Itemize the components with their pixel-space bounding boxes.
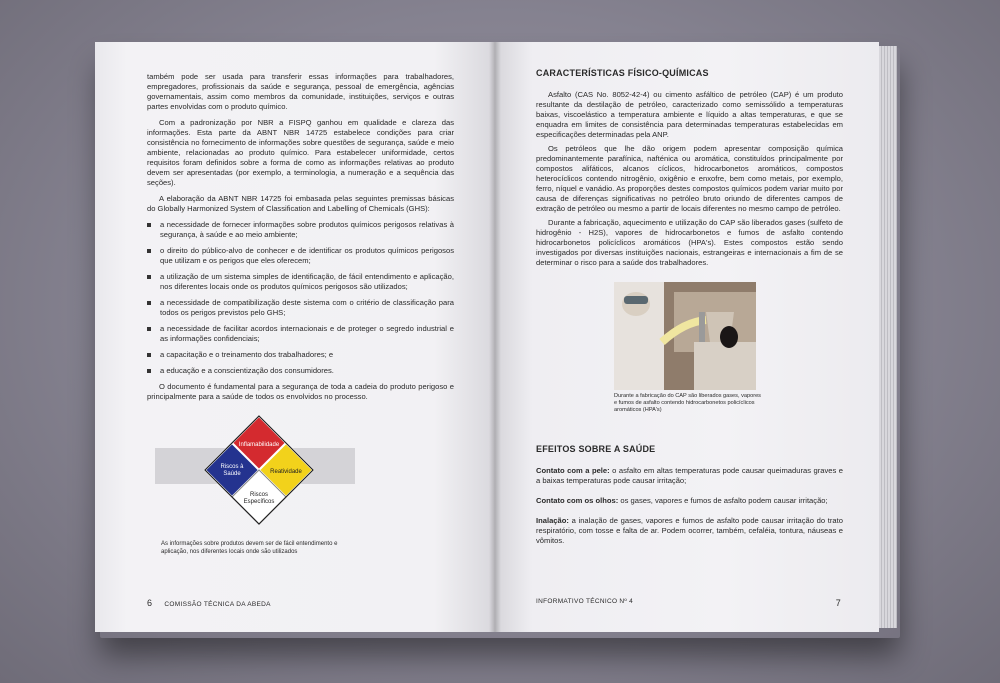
right-paragraph-2: Os petróleos que lhe dão origem podem apresentar composição química predominantemente parafínica, nafténica ou aromática, constituídos principalmente por compostos alifáticos, alcanos cíclicos, hidrocarbonetos aromáticos, compostos heterocíclicos contendo nitrogênio, oxigênio e enxofre, bem como metais, por exemplo, ferro, níquel e vanádio. As proporções destes compostos químicos podem variar muito por causa de diferenças significativas no petróleo bruto oriundo de diferentes campos de extração de petróleo ou mesmo a partir de locais diferentes no mesmo campo de petróleo. xyxy=(536,144,843,213)
reactivity-label: Reatividade xyxy=(270,469,302,475)
list-item: a necessidade de compatibilização deste sistema com o critério de classificação para todos os perigos previstos pelo GHS; xyxy=(147,298,454,318)
effect-inhalation: Inalação: a inalação de gases, vapores e fumos de asfalto pode causar irritação do trato respiratório, com tosse e falta de ar. Podem ocorrer, também, cefaléia, tontura, náuseas e vômitos. xyxy=(536,516,843,545)
list-item: a educação e a conscientização dos consumidores. xyxy=(147,366,454,376)
photo-caption: Durante a fabricação do CAP são liberados gases, vapores e fumos de asfalto contendo hidrocarbonetos policíclicos aromáticos (HPA's) xyxy=(614,393,761,413)
list-item: a necessidade de facilitar acordos internacionais e de proteger o segredo industrial e as informações confidenciais; xyxy=(147,324,454,344)
left-folio xyxy=(147,598,271,608)
diamond-caption: As informações sobre produtos devem ser de fácil entendimento e aplicação, nos diferentes locais onde são utilizados xyxy=(161,541,338,555)
left-page-number: 6 xyxy=(147,598,153,608)
page-edges xyxy=(879,46,897,628)
hazard-diamond-figure xyxy=(147,414,467,564)
flammability-label: Inflamabilidade xyxy=(238,442,280,448)
left-paragraph-2: Com a padronização por NBR a FISPQ ganhou em qualidade e clareza das informações. Esta parte da ABNT NBR 14725 estabelece condições para criar consistência no fornecimento de informações sobre questões de segurança, saúde e meio ambiente, relacionadas ao produto químico. Para estabelecer uniformidade, certos requisitos foram definidos sobre a forma de como as informações relativas ao produto devem ser apresentadas (por exemplo, a terminologia, a numeração e a sequência das seções). xyxy=(147,118,454,187)
list-item: o direito do público-alvo de conhecer e de identificar os produtos químicos perigosos que utilizam e os perigos que eles oferecem; xyxy=(147,246,454,266)
health-label-line2: Saúde xyxy=(223,471,241,477)
right-paragraph-3: Durante a fabricação, aquecimento e utilização do CAP são liberados gases (sulfeto de hidrogênio - H2S), vapores de hidrocarbonetos e fumos de asfalto contendo hidrocarbonetos policíclicos aromáticos (HPA's). Estes compostos estão sendo investigados por diversas instituições nacionais, estrangeiras e internacionais a fim de se determinar o risco para a saúde dos trabalhadores. xyxy=(536,218,843,267)
health-label-line1: Riscos à xyxy=(220,464,244,470)
ghs-premises-list xyxy=(147,220,454,376)
section-heading-health-effects: EFEITOS SOBRE A SAÚDE xyxy=(536,444,656,454)
right-page-number: 7 xyxy=(835,598,841,608)
effect-eyes: Contato com os olhos: os gases, vapores e fumos de asfalto podem causar irritação; xyxy=(536,496,828,505)
asphalt-lab-photo xyxy=(614,282,756,390)
left-folio-text: COMISSÃO TÉCNICA DA ABEDA xyxy=(164,601,271,608)
right-folio-text: INFORMATIVO TÉCNICO Nº 4 xyxy=(536,598,634,605)
left-page xyxy=(95,42,494,632)
left-paragraph-3: A elaboração da ABNT NBR 14725 foi embasada pelas seguintes premissas básicas do Globally Harmonized System of Classification and Labelling of Chemicals (GHS): xyxy=(147,194,454,213)
list-item: a necessidade de fornecer informações sobre produtos químicos perigosos relativas à segurança, à saúde e ao meio ambiente; xyxy=(147,220,454,240)
photo-illustration xyxy=(614,282,756,390)
specific-risks-line2: Específicos xyxy=(243,499,275,505)
effect-skin: Contato com a pele: o asfalto em altas temperaturas pode causar queimaduras graves e a baixas temperaturas pode causar irritação; xyxy=(536,466,843,485)
left-paragraph-1: também pode ser usada para transferir essas informações para trabalhadores, empregadores, profissionais da saúde e segurança, pessoal de emergência, agências governamentais, assim como membros da comunidade, instituições, serviços e outras partes envolvidas com o produto químico. xyxy=(147,72,454,111)
specific-risks-line1: Riscos xyxy=(249,492,269,498)
list-item: a utilização de um sistema simples de identificação, de fácil entendimento e aplicação, nos diferentes locais onde os produtos químicos perigosos são utilizados; xyxy=(147,272,454,292)
right-folio xyxy=(536,598,841,608)
list-item: a capacitação e o treinamento dos trabalhadores; e xyxy=(147,350,454,360)
right-paragraph-1: Asfalto (CAS No. 8052-42-4) ou cimento asfáltico de petróleo (CAP) é um produto resultante da destilação de petróleo, caracterizado como semissólido a temperaturas baixas, viscoelástico a temperatura ambiente e líquido a altas temperaturas, e que se enquadra em limites de consistência para determinadas temperaturas estabelecidas em especificações determinadas pela ANP. xyxy=(536,90,843,139)
nfpa-hazard-diamond xyxy=(199,414,319,530)
right-page xyxy=(494,42,879,632)
book-spine-shadow xyxy=(489,42,501,632)
section-heading-physicochemical: CARACTERÍSTICAS FÍSICO-QUÍMICAS xyxy=(536,68,709,78)
left-paragraph-4: O documento é fundamental para a segurança de toda a cadeia do produto perigoso e principalmente para a saúde de todos os envolvidos no processo. xyxy=(147,382,454,401)
